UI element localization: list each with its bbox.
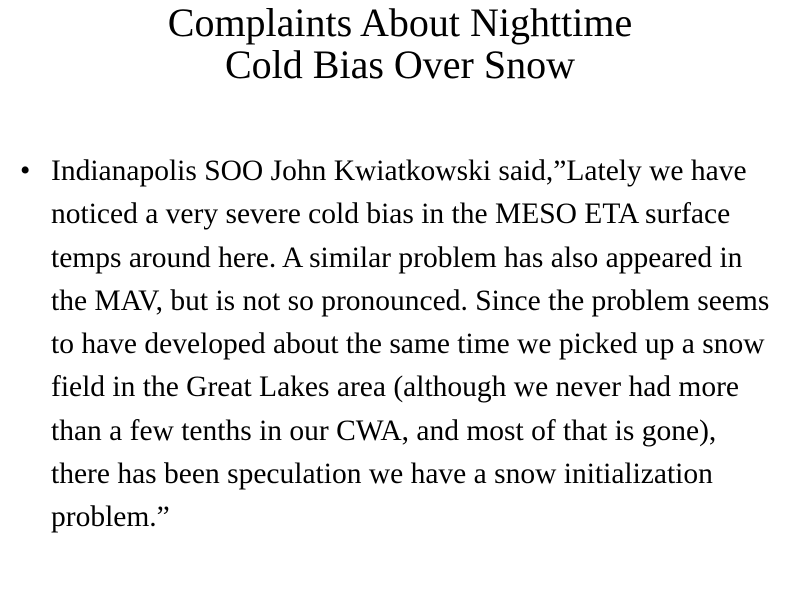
bullet-marker: • [20,155,31,187]
bullet-list [0,150,800,540]
bullet-item [0,150,800,540]
bullet-text: Indianapolis SOO John Kwiatkowski said,”Lately we have noticed a very severe cold bias in the MESO ETA surface temps around here. A similar problem has also appeared in the MAV, but is not so pronounced. Since the problem seems to have developed about the same time we picked up a snow field in the Great Lakes area (although we never had more than a few tenths in our CWA, and most of that is gone), there has been speculation we have a snow initialization problem.” [51,155,770,534]
slide-title-line-2: Cold Bias Over Snow [225,42,575,87]
slide-title-line-1: Complaints About Nighttime [167,0,633,45]
slide-title [0,2,800,86]
